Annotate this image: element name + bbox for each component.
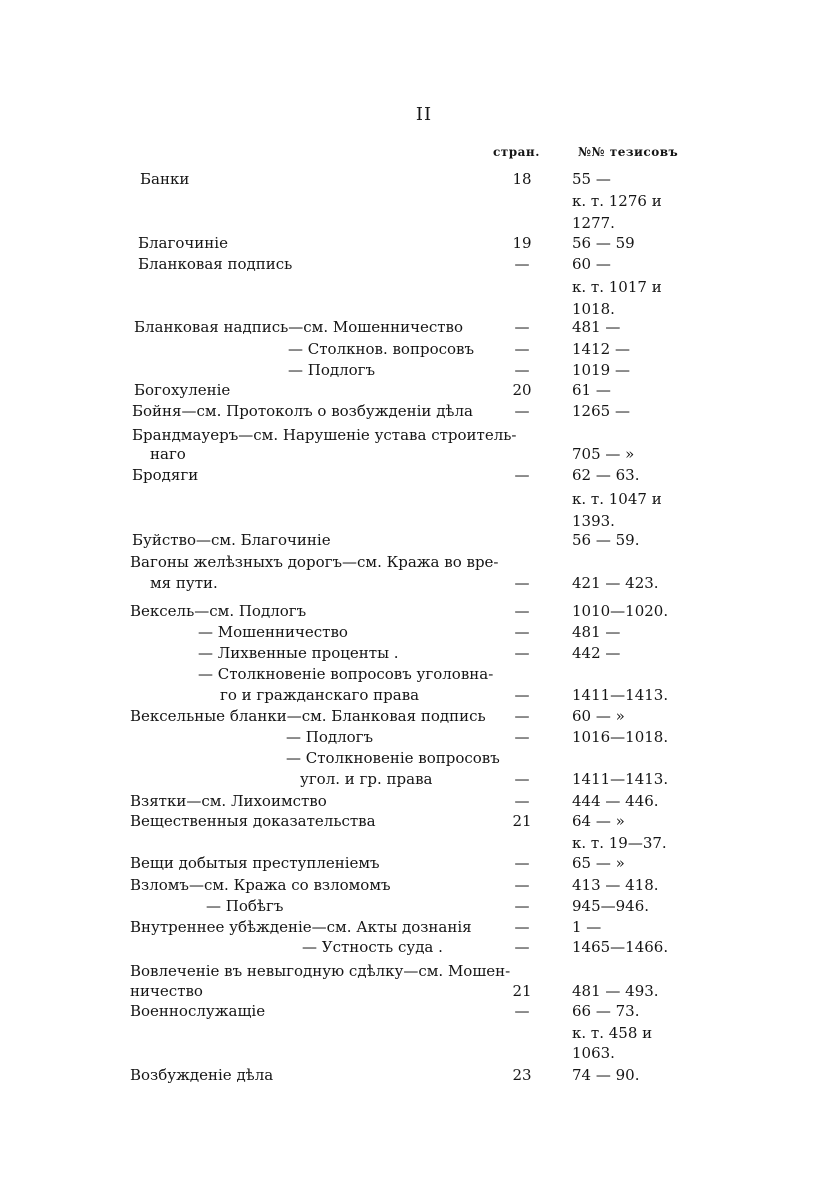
index-page-number: — (514, 792, 530, 810)
index-thesis-reference: к. т. 1047 и (572, 490, 662, 508)
index-term: Взломъ—см. Кража со взломомъ (130, 876, 391, 894)
index-row (0, 852, 840, 874)
index-term: Военнослужащіе (130, 1002, 266, 1020)
index-row (0, 400, 840, 422)
index-term: — Столкнов. вопросовъ (288, 340, 475, 358)
index-term: Внутреннее убѣжденіе—см. Акты дознанія (130, 918, 472, 936)
index-page-number: — (514, 897, 530, 915)
index-row (0, 705, 840, 727)
index-thesis-reference: 481 — (572, 623, 621, 641)
index-row (0, 464, 840, 486)
index-row (0, 810, 840, 832)
index-term: Вещественныя доказательства (130, 812, 376, 830)
index-thesis-reference: 1465—1466. (572, 938, 669, 956)
index-term: ничество (130, 982, 203, 1000)
index-thesis-reference: 74 — 90. (572, 1066, 640, 1084)
index-page-number: — (514, 854, 530, 872)
index-thesis-reference: 65 — » (572, 854, 625, 872)
index-page-number: — (514, 402, 530, 420)
index-row (0, 316, 840, 338)
index-term: Бойня—см. Протоколъ о возбужденіи дѣла (132, 402, 473, 420)
index-term: Буйство—см. Благочиніе (132, 531, 331, 549)
index-thesis-reference: к. т. 458 и (572, 1024, 653, 1042)
index-term: Вексельные бланки—см. Бланковая подпись (130, 707, 486, 725)
index-thesis-reference: 1 — (572, 918, 602, 936)
index-term: угол. и гр. права (300, 770, 433, 788)
index-thesis-reference: 442 — (572, 644, 621, 662)
index-row (0, 443, 840, 465)
index-row (0, 768, 840, 790)
index-row (0, 551, 840, 573)
index-page-number: — (514, 707, 530, 725)
index-page-number: — (514, 602, 530, 620)
index-thesis-reference: 1265 — (572, 402, 630, 420)
index-thesis-reference: 60 — (572, 255, 611, 273)
index-row (0, 276, 840, 298)
index-row (0, 338, 840, 360)
index-page-number: — (514, 1002, 530, 1020)
index-thesis-reference: 64 — » (572, 812, 625, 830)
index-page-number: — (514, 876, 530, 894)
index-row (0, 212, 840, 234)
index-thesis-reference: к. т. 19—37. (572, 834, 667, 852)
index-thesis-reference: 1016—1018. (572, 728, 669, 746)
index-page-number: — (514, 644, 530, 662)
column-header-theses: №№ тезисовъ (578, 145, 679, 159)
index-thesis-reference: 1063. (572, 1044, 615, 1062)
index-thesis-reference: 481 — (572, 318, 621, 336)
index-row (0, 874, 840, 896)
index-row (0, 790, 840, 812)
index-term: Вовлеченіе въ невыгодную сдѣлку—см. Мошен- (130, 962, 511, 980)
index-page-number: — (514, 686, 530, 704)
index-row (0, 726, 840, 748)
index-term: — Устность суда . (302, 938, 443, 956)
index-thesis-reference: 55 — (572, 170, 611, 188)
index-page-number: — (514, 574, 530, 592)
index-row (0, 1000, 840, 1022)
index-term: Вещи добытыя преступленіемъ (130, 854, 380, 872)
index-thesis-reference: 1010—1020. (572, 602, 669, 620)
index-row (0, 960, 840, 982)
index-page-number: 21 (512, 812, 532, 830)
index-row (0, 600, 840, 622)
index-page-number: — (514, 918, 530, 936)
index-term: — Побѣгъ (206, 897, 284, 915)
index-term: Вагоны желѣзныхъ дорогъ—см. Кража во вре- (130, 553, 499, 571)
index-term: Вексель—см. Подлогъ (130, 602, 307, 620)
index-page-number: 21 (512, 982, 532, 1000)
index-thesis-reference: 1277. (572, 214, 615, 232)
page-number: II (415, 104, 433, 125)
index-row (0, 572, 840, 594)
index-thesis-reference: 1412 — (572, 340, 630, 358)
index-row (0, 916, 840, 938)
index-page-number: — (514, 340, 530, 358)
index-term: го и гражданскаго права (220, 686, 420, 704)
index-term: — Столкновеніе вопросовъ уголовна- (198, 665, 494, 683)
index-thesis-reference: к. т. 1017 и (572, 278, 662, 296)
index-page-number: — (514, 466, 530, 484)
index-page-number: 20 (512, 381, 532, 399)
column-header-page: стран. (493, 145, 540, 159)
index-thesis-reference: 421 — 423. (572, 574, 659, 592)
index-thesis-reference: 60 — » (572, 707, 625, 725)
index-row (0, 832, 840, 854)
index-thesis-reference: 56 — 59. (572, 531, 640, 549)
index-thesis-reference: 945—946. (572, 897, 650, 915)
index-term: мя пути. (150, 574, 218, 592)
index-term: Банки (140, 170, 190, 188)
index-row (0, 168, 840, 190)
index-row (0, 359, 840, 381)
index-row (0, 663, 840, 685)
index-row (0, 684, 840, 706)
index-row (0, 379, 840, 401)
index-row (0, 642, 840, 664)
index-row (0, 1042, 840, 1064)
index-thesis-reference: 66 — 73. (572, 1002, 640, 1020)
index-term: Бланковая подпись (138, 255, 293, 273)
index-page-number: — (514, 255, 530, 273)
index-page-number: — (514, 361, 530, 379)
index-page-number: — (514, 318, 530, 336)
index-row (0, 895, 840, 917)
index-thesis-reference: 481 — 493. (572, 982, 659, 1000)
index-thesis-reference: 62 — 63. (572, 466, 640, 484)
index-thesis-reference: 444 — 446. (572, 792, 659, 810)
index-page-number: 19 (512, 234, 532, 252)
index-row (0, 621, 840, 643)
index-term: Возбужденіе дѣла (130, 1066, 274, 1084)
index-thesis-reference: 56 — 59 (572, 234, 635, 252)
index-page-number: — (514, 938, 530, 956)
index-page-number: — (514, 623, 530, 641)
index-term: наго (150, 445, 186, 463)
index-term: Бланковая надпись—см. Мошенничество (134, 318, 464, 336)
index-row (0, 488, 840, 510)
index-thesis-reference: 61 — (572, 381, 611, 399)
index-row (0, 529, 840, 551)
index-page-number: — (514, 770, 530, 788)
index-row (0, 980, 840, 1002)
index-row (0, 1064, 840, 1086)
index-thesis-reference: 1019 — (572, 361, 630, 379)
index-page-number: 23 (512, 1066, 532, 1084)
index-thesis-reference: 1411—1413. (572, 770, 669, 788)
index-row (0, 936, 840, 958)
index-thesis-reference: 705 — » (572, 445, 635, 463)
index-thesis-reference: 1018. (572, 300, 615, 318)
index-term: Брандмауеръ—см. Нарушеніе устава строитель- (132, 426, 517, 444)
index-term: Взятки—см. Лихоимство (130, 792, 327, 810)
index-row (0, 190, 840, 212)
index-term: — Подлогъ (286, 728, 374, 746)
index-thesis-reference: 413 — 418. (572, 876, 659, 894)
index-thesis-reference: к. т. 1276 и (572, 192, 662, 210)
index-term: Бродяги (132, 466, 199, 484)
index-term: Благочиніе (138, 234, 228, 252)
index-term: — Столкновеніе вопросовъ (286, 749, 500, 767)
index-row (0, 253, 840, 275)
index-term: Богохуленіе (134, 381, 231, 399)
index-thesis-reference: 1393. (572, 512, 615, 530)
index-term: — Лихвенные проценты . (198, 644, 399, 662)
index-row (0, 747, 840, 769)
index-row (0, 232, 840, 254)
index-page-number: — (514, 728, 530, 746)
index-term: — Мошенничество (198, 623, 348, 641)
index-term: — Подлогъ (288, 361, 376, 379)
index-page-number: 18 (512, 170, 532, 188)
index-thesis-reference: 1411—1413. (572, 686, 669, 704)
index-row (0, 1022, 840, 1044)
